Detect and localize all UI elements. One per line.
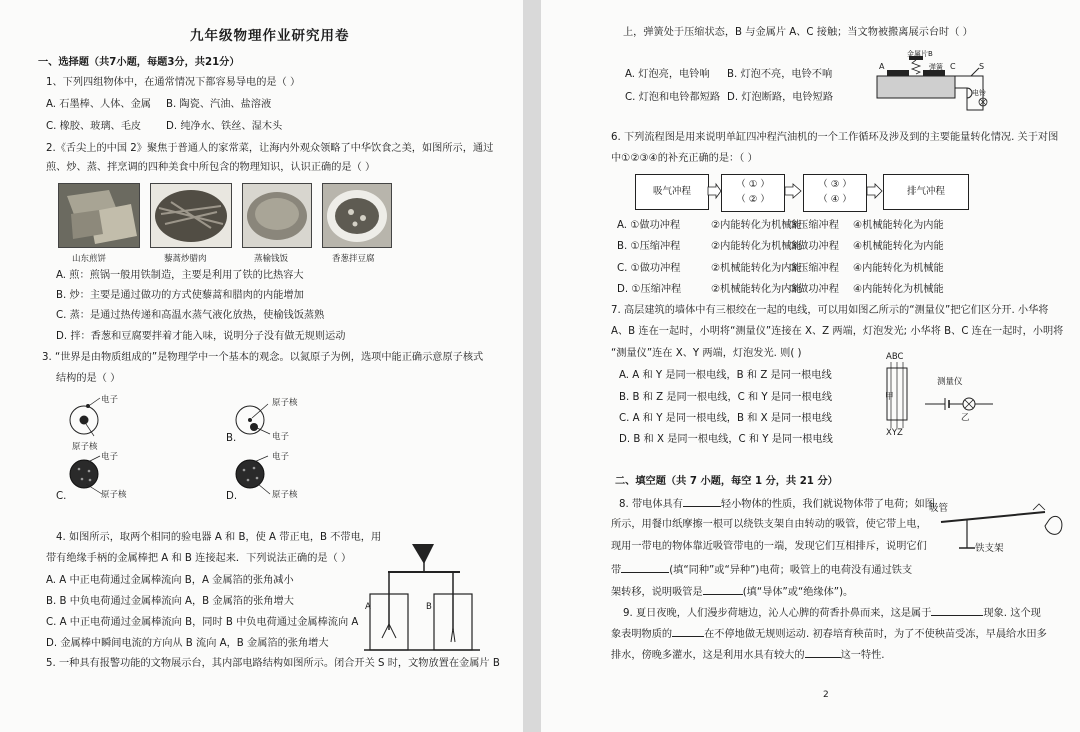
photo-jianbing [58,183,140,248]
q6-option-d-4: ④内能转化为机械能 [853,284,944,295]
flow-box-3: （ ③ ） [818,179,852,190]
q6-option-c-3: ③压缩冲程 [789,263,839,274]
q8-line5 [611,584,853,599]
q6-option-b-4: ④机械能转化为内能 [853,241,944,252]
jianbing-image [59,184,139,247]
q9-line2-text-b: 在不停地做无规则运动. 初春培育秧苗时，为了不使秧苗受冻，早晨给水田多 [704,629,1047,640]
lihao-image [151,184,231,247]
caption-doufu: 香葱拌豆腐 [332,254,375,264]
q5-option-a: A. 灯泡亮，电铃响 [625,69,710,80]
q7-option-d: D. B 和 X 是同一根电线，C 和 Y 是同一根电线 [619,434,833,445]
paper-title: 九年级物理作业研究用卷 [190,28,350,44]
q8-line1 [619,496,935,511]
q8-line1-text-a: 8. 带电体具有 [619,499,683,510]
atom-b-electron-label: 电子 [272,432,290,442]
q4-stem-line1: 4. 如图所示，取两个相同的验电器 A 和 B，使 A 带正电，B 不带电，用 [56,532,382,543]
flow-box-1: （ ① ） [736,179,770,190]
caption-jianbing: 山东煎饼 [72,254,107,264]
q6-option-d-2: ②机械能转化为内能 [711,284,802,295]
atom-d-letter: D. [226,491,238,502]
q9-line3 [611,647,885,662]
q1-option-a: A. 石墨棒、人体、金属 [46,99,151,110]
electroscope-diagram [364,538,484,658]
flow-box-exhaust: 排气冲程 [883,174,969,210]
q9-line1-text-b: 现象. 这个现 [983,608,1041,619]
circuit-spring-label: 弹簧 [929,63,943,71]
q9-line1-text-a: 9. 夏日夜晚，人们漫步荷塘边，沁人心脾的荷香扑鼻而来，这是属于 [623,608,932,619]
q9-line2-text-a: 象表明物质的 [611,629,673,640]
q5-stem-line2: 上，弹簧处于压缩状态，B 与金属片 A、C 接触；当文物被搬离展示台时（ ） [623,27,973,38]
stand-label: 铁支架 [975,543,1004,554]
q6-stem-line2: 中①②③④的补充正确的是：（ ） [611,153,758,164]
circuit-bell-label: 电铃 [972,89,986,97]
q6-option-d-3: ③做功冲程 [789,284,839,295]
section-choice-heading: 一、选择题（共7小题，每题3分，共21分） [38,57,240,68]
electroscope-b-label: B [426,602,432,612]
page-gutter [523,0,541,732]
atom-b-letter: B. [226,433,237,444]
q7-stem-line3: “测量仪”连在 X、Y 两端，灯泡发光. 则( ) [611,348,802,359]
q6-option-d-1: D. ①压缩冲程 [617,284,682,295]
q6-option-a-2: ②内能转化为机械能 [711,220,802,231]
atom-c-nucleus-label: 原子核 [101,490,127,500]
doufu-image [323,184,391,247]
q8-line4-text-a: 带 [611,565,622,576]
q6-option-a-1: A. ①做功冲程 [617,220,681,231]
circuit-plate-a-label: A [879,62,885,71]
atom-d-nucleus-label: 原子核 [272,490,298,500]
q8-line4-text-b: (填“同种”或“异种”)电荷；吸管上的电荷没有通过铁支 [669,565,913,576]
q8-line3: 现用一带电的物体靠近吸管带电的一端，发现它们互相排斥，说明它们 [611,541,927,552]
wire-jia-label: 甲 [885,392,894,402]
q9-line3-text-b: 这一特性. [840,650,885,661]
flow-box-intake: 吸气冲程 [635,174,709,210]
alarm-circuit-diagram [875,48,1005,120]
q2-option-b: B. 炒：主要是通过做功的方式使藜蒿和腊肉的内能增加 [56,290,304,301]
q9-line3-text-a: 排水，傍晚多灌水，这是利用水具有较大的 [611,650,805,661]
q2-stem-line2: 煎、炒、蒸、拌烹调的四种美食中所包含的物理知识，认识正确的是（ ） [46,162,376,173]
caption-lihao: 藜蒿炒腊肉 [164,254,207,264]
q5-option-b: B. 灯泡不亮，电铃不响 [727,69,833,80]
q6-option-a-3: ③压缩冲程 [789,220,839,231]
q5-stem-line1: 5. 一种具有报警功能的文物展示台，其内部电路结构如图所示。闭合开关 S 时，文物放置在金属片 B [46,658,500,669]
q3-stem-line1: 3. “世界是由物质组成的”是物理学中一个基本的观念。以氮原子为例，选项中能正确示意原子核式 [42,352,484,363]
atom-b-nucleus-label: 原子核 [272,398,298,408]
q4-option-d: D. 金属棒中瞬间电流的方向从 B 流向 A，B 金属箔的张角增大 [46,638,329,649]
q7-option-c: C. A 和 Y 是同一根电线，B 和 X 是同一根电线 [619,413,832,424]
q2-option-d: D. 拌：香葱和豆腐要拌着才能入味，说明分子没有做无规则运动 [56,331,346,342]
q6-option-b-3: ③做功冲程 [789,241,839,252]
q8-blank-2[interactable] [621,562,669,573]
q9-blank-2[interactable] [672,626,704,637]
atom-a-nucleus-label: 原子核 [72,442,98,452]
atom-d-electron-label: 电子 [272,452,290,462]
q8-line2: 所示，用餐巾纸摩擦一根可以绕铁支架自由转动的吸管，使它带上电， [611,519,927,530]
left-page [0,0,523,732]
q6-option-c-4: ④内能转化为机械能 [853,263,944,274]
q9-blank-3[interactable] [805,647,841,658]
section-fill-heading: 二、填空题（共 7 小题，每空 1 分，共 21 分） [615,476,838,487]
photo-yuqian-fan [242,183,312,248]
q6-option-c-2: ②机械能转化为内能 [711,263,802,274]
electroscope-a-label: A [365,602,371,612]
q6-stem-line1: 6. 下列流程图是用来说明单缸四冲程汽油机的一个工作循环及涉及到的主要能量转化情况. 关于对图 [611,132,1059,143]
q8-blank-3[interactable] [703,584,743,595]
q7-option-b: B. B 和 Z 是同一根电线，C 和 Y 是同一根电线 [619,392,833,403]
q2-option-a: A. 煎：煎锅一般用铁制造，主要是利用了铁的比热容大 [56,270,304,281]
flow-arrows [707,183,967,199]
atom-c-letter: C. [56,491,67,502]
flow-box-4: （ ④ ） [818,194,852,205]
q9-line1 [623,605,1041,620]
wire-top-label: ABC [886,352,904,362]
straw-label: 吸管 [929,503,949,514]
q1-option-b: B. 陶瓷、汽油、盐溶液 [166,99,272,110]
q4-option-a: A. A 中正电荷通过金属棒流向 B，A 金属箔的张角减小 [46,575,294,586]
right-page [541,0,1080,732]
yuqian-image [243,184,311,247]
q7-stem-line2: A、B 连在一起时，小明将“测量仪”连接在 X、Z 两端，灯泡发光; 小华将 B、C 连在一起时，小明将 [611,326,1064,337]
q9-blank-1[interactable] [931,605,983,616]
q8-line5-text-b: (填“导体”或“绝缘体”)。 [742,587,854,598]
photo-lihao-larou [150,183,232,248]
q6-option-b-1: B. ①压缩冲程 [617,241,681,252]
tester-label: 测量仪 [937,377,963,387]
wire-tester-diagram [881,362,1011,430]
q3-stem-line2: 结构的是（ ） [56,373,121,384]
circuit-plate-c-label: C [950,62,956,71]
q4-option-b: B. B 中负电荷通过金属棒流向 A，B 金属箔的张角增大 [46,596,294,607]
q5-option-c: C. 灯泡和电铃都短路 [625,92,721,103]
q6-option-b-2: ②内能转化为机械能 [711,241,802,252]
q5-option-d: D. 灯泡断路，电铃短路 [727,92,834,103]
atom-a-electron-label: 电子 [101,395,119,405]
q7-stem-line1: 7. 高层建筑的墙体中有三根绞在一起的电线，可以用如图乙所示的“测量仪”把它们区分开. 小华将 [611,305,1049,316]
flow-box-2: （ ② ） [736,194,770,205]
q9-line2 [611,626,1047,641]
wire-yi-label: 乙 [961,413,970,423]
photo-congban-doufu [322,183,392,248]
q4-option-c: C. A 中正电荷通过金属棒流向 B，同时 B 中负电荷通过金属棒流向 A [46,617,359,628]
wire-bottom-label: XYZ [886,428,903,438]
atom-c-electron-label: 电子 [101,452,119,462]
circuit-plate-b-label: 金属片B [907,50,933,58]
q6-option-c-1: C. ①做功冲程 [617,263,681,274]
q4-stem-line2: 带有绝缘手柄的金属棒把 A 和 B 连接起来．下列说法正确的是（ ） [46,553,352,564]
caption-yuqian: 蒸榆钱饭 [254,254,289,264]
q2-option-c: C. 蒸：是通过热传递和高温水蒸气液化放热，使榆钱饭蒸熟 [56,310,325,321]
q8-blank-1[interactable] [683,496,721,507]
q6-option-a-4: ④机械能转化为内能 [853,220,944,231]
q1-option-d: D. 纯净水、铁丝、湿木头 [166,121,283,132]
q1-stem: 1、下列四组物体中，在通常情况下都容易导电的是（ ） [46,77,301,88]
q7-option-a: A. A 和 Y 是同一根电线，B 和 Z 是同一根电线 [619,370,832,381]
q1-option-c: C. 橡胶、玻璃、毛皮 [46,121,142,132]
page-number: 2 [823,690,829,700]
q8-line4 [611,562,912,577]
q8-line1-text-b: 轻小物体的性质，我们就说物体带了电荷；如图 [720,499,935,510]
circuit-switch-label: S [979,62,985,71]
q2-stem-line1: 2.《舌尖上的中国 2》聚焦于普通人的家常菜，让海内外观众领略了中华饮食之美，如图所示，通过 [46,143,494,154]
q8-line5-text-a: 架转移，说明吸管是 [611,587,703,598]
